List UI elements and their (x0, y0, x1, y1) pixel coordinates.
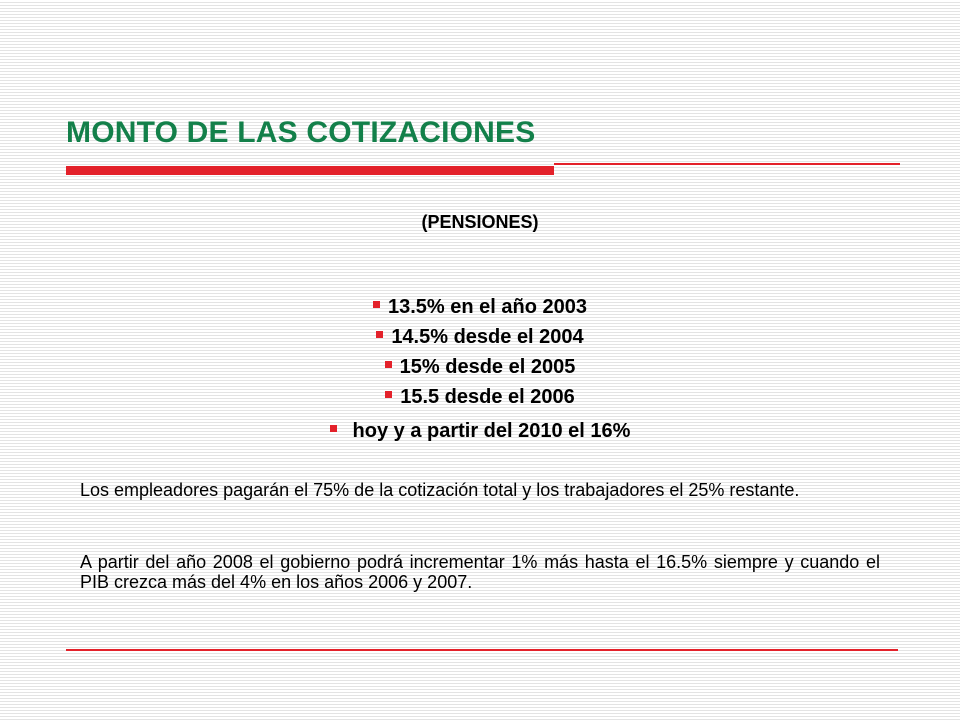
square-bullet-icon (385, 361, 392, 368)
square-bullet-icon (376, 331, 383, 338)
slide-title: MONTO DE LAS COTIZACIONES (66, 116, 536, 149)
square-bullet-icon (330, 425, 337, 432)
footer-rule (66, 649, 898, 651)
bullet-item (0, 382, 960, 412)
paragraph-government-increase: A partir del año 2008 el gobierno podrá incrementar 1% más hasta el 16.5% siempre y cuando el PIB crezca más del 4% en los años 2006 y 2007. (80, 552, 880, 592)
bullet-item (0, 352, 960, 382)
bullet-list (0, 292, 960, 446)
bullet-item (0, 416, 960, 446)
title-underline-thin (554, 163, 900, 165)
bullet-text: 15.5 desde el 2006 (400, 386, 575, 408)
bullet-text: 13.5% en el año 2003 (387, 296, 587, 318)
bullet-text: hoy y a partir del 2010 el 16% (352, 420, 631, 442)
square-bullet-icon (385, 391, 392, 398)
bullet-text: 14.5% desde el 2004 (391, 326, 584, 348)
square-bullet-icon (373, 301, 380, 308)
paragraph-employers-share: Los empleadores pagarán el 75% de la cotización total y los trabajadores el 25% restante. (80, 480, 800, 500)
bullet-text: 15% desde el 2005 (399, 356, 576, 378)
bullet-item (0, 292, 960, 322)
bullet-item (0, 322, 960, 352)
slide-subtitle: (PENSIONES) (421, 212, 539, 232)
title-underline-thick (66, 166, 554, 175)
